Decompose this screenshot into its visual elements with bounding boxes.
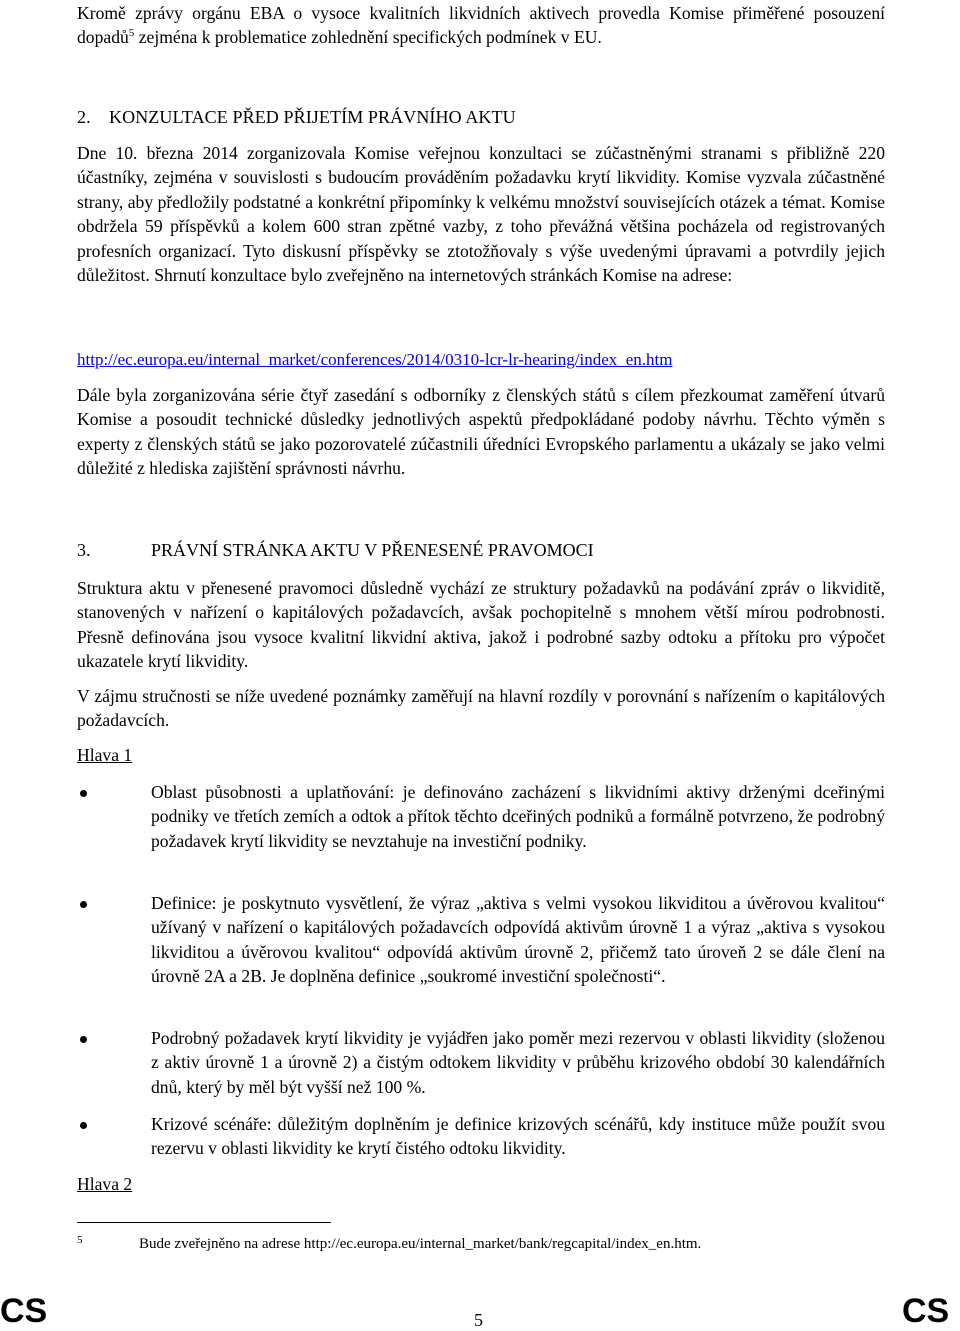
footnote-reference[interactable]: 5 [128,27,135,40]
section-3-title: PRÁVNÍ STRÁNKA AKTU V PŘENESENÉ PRAVOMOCI [151,540,594,560]
footnote-number: 5 [77,1234,83,1246]
footnote-divider [77,1222,331,1223]
bullet-item [77,1112,885,1161]
footnote [77,1234,885,1254]
bullet-icon [80,1036,87,1043]
intro-text: Kromě zprávy orgánu EBA o vysoce kvalitních likvidních aktivech provedla Komise přiměřené posouzení dopadů [77,3,885,48]
section-2-title: KONZULTACE PŘED PŘIJETÍM PRÁVNÍHO AKTU [109,107,516,127]
consultation-link-line [77,349,673,371]
footer-language-left: CS [0,1292,48,1330]
intro-text-continued: zejména k problematice zohlednění specifických podmínek v EU. [134,27,602,48]
page-number: 5 [474,1310,483,1330]
bullet-icon [80,1122,87,1129]
bullet-item [77,780,885,853]
consultation-paragraph: Dne 10. března 2014 zorganizovala Komise veřejnou konzultaci se zúčastněnými stranami s přibližně 220 účastníky, zejména v souvislosti s budoucím prováděním požadavku krytí likvidity. Komise vyzvala zúčastněné strany, aby předložily podstatné a konkrétní připomínky k velkému množství souvisejících otázek a témat. Komise obdržela 59 příspěvků a kolem 600 stran zpětné vazby, z toho převážná většina pocházela od registrovaných profesních organizací. Tyto diskusní příspěvky se ztotožňovaly s výše uvedenými úpravami a potvrdily jejich důležitost. Shrnutí konzultace bylo zveřejněno na internetových stránkách Komise na adrese: [77,143,885,286]
intro-paragraph [77,1,885,50]
bullet-icon [80,790,87,797]
bullet-icon [80,901,87,908]
meetings-paragraph: Dále byla zorganizována série čtyř zasedání s odborníky z členských států s cílem přezkoumat zaměření útvarů Komise a posoudit technické důsledky jednotlivých aspektů předpokládané podoby návrhu. Těchto výměn s experty z členských států se jako pozorovatelé zúčastnili úředníci Evropského parlamentu a ukázaly se jako velmi důležité z hlediska zajištění správnosti návrhu. [77,385,885,479]
chapter-2-heading: Hlava 2 [77,1174,133,1194]
consultation-link[interactable]: http://ec.europa.eu/internal_market/conferences/2014/0310-lcr-lr-hearing/index_en.htm [77,350,673,369]
bullet-text: Definice: je poskytnuto vysvětlení, že výraz „aktiva s velmi vysokou likviditou a úvěrovou kvalitou“ užívaný v nařízení o kapitálových požadavcích odpovídá aktivům úrovně 1 a výraz „aktiva s vysokou likviditou a úvěrovou kvalitou“ odpovídá aktivům úrovně 2, přičemž tato úroveň 2 se dále člení na úrovně 2A a 2B. Je doplněna definice „soukromé investiční společnosti“. [151,893,885,987]
section-2-heading [77,105,516,129]
section-3-number: 3. [77,540,91,560]
bullet-item [77,891,885,989]
bullet-item [77,1026,885,1099]
chapter-1-heading: Hlava 1 [77,745,133,765]
section-2-number: 2. [77,107,91,127]
brevity-paragraph: V zájmu stručnosti se níže uvedené poznámky zaměřují na hlavní rozdíly v porovnání s nařízením o kapitálových požadavcích. [77,686,885,731]
bullet-text: Oblast působnosti a uplatňování: je definováno zacházení s likvidními aktivy drženými dceřinými podniky ve třetích zemích a odtok a přítok těchto dceřiných podniků a formálně potvrzeno, že podrobný požadavek krytí likvidity se nevztahuje na investiční podniky. [151,782,885,851]
footer-language-right: CS [902,1292,950,1330]
section-3-heading [77,538,594,562]
structure-paragraph: Struktura aktu v přenesené pravomoci důsledně vychází ze struktury požadavků na podávání zpráv o likviditě, stanovených v nařízení o kapitálových požadavcích, avšak pochopitelně s mnohem větší mírou podrobnosti. Přesně definována jsou vysoce kvalitní likvidní aktiva, jakož i podrobné sazby odtoku a přítoku pro výpočet ukazatele krytí likvidity. [77,578,885,672]
bullet-text: Krizové scénáře: důležitým doplněním je definice krizových scénářů, kdy instituce může použít svou rezervu v oblasti likvidity ke krytí čistého odtoku likvidity. [151,1114,885,1159]
bullet-text: Podrobný požadavek krytí likvidity je vyjádřen jako poměr mezi rezervou v oblasti likvidity (složenou z aktiv úrovně 1 a úrovně 2) a čistým odtokem likvidity v průběhu krizového období 30 kalendářních dnů, který by měl být vyšší než 100 %. [151,1028,885,1097]
footnote-text: Bude zveřejněno na adrese http://ec.europa.eu/internal_market/bank/regcapital/index_en.htm. [139,1236,702,1252]
